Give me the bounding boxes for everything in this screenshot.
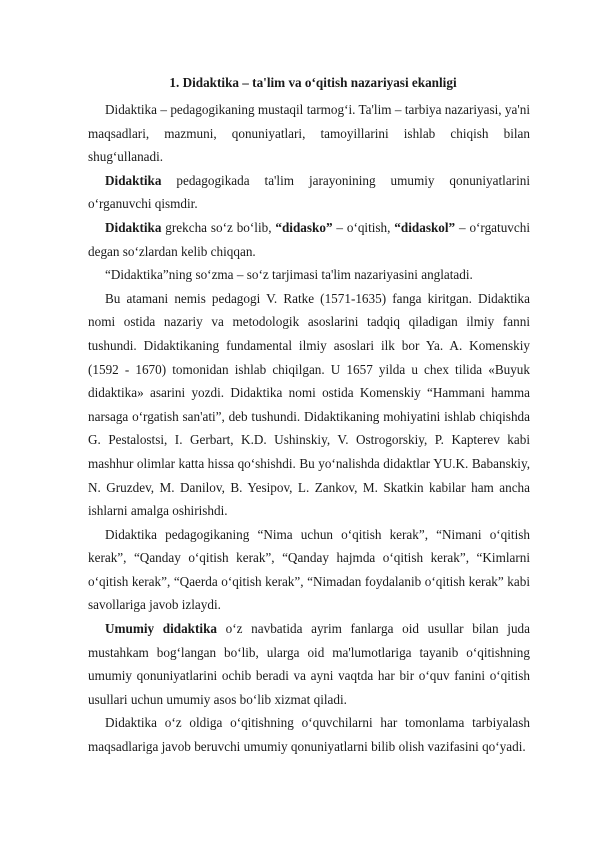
paragraph-3-text-2: – o‘qitish,: [332, 219, 395, 235]
paragraph-3-text-3: – o‘rgatuvchi degan so‘zlardan kelib chiqqan.: [88, 219, 530, 259]
paragraph-2: [88, 169, 530, 216]
term-umumiy-didaktika: Umumiy didaktika: [105, 621, 217, 637]
paragraph-1: Didaktika – pedagogikaning mustaqil tarmog‘i. Ta'lim – tarbiya nazariyasi, ya'ni maqsadlari, mazmuni, qonuniyatlari, tamoyillarini ishlab chiqish bilan shug‘ullanadi.: [88, 102, 530, 165]
term-didaskol: “didaskol”: [394, 219, 456, 235]
section-title: 1. Didaktika – ta'lim va o‘qitish nazariyasi ekanligi: [169, 75, 457, 90]
paragraph-7: [88, 617, 530, 711]
paragraph-3: [88, 216, 530, 263]
term-didaktika-2: Didaktika: [105, 219, 162, 235]
term-didasko: “didasko”: [275, 219, 333, 235]
paragraph-3-text-1: grekcha so‘z bo‘lib,: [161, 219, 276, 235]
paragraph-8: Didaktika o‘z oldiga o‘qitishning o‘quvchilarni har tomonlama tarbiyalash maqsadlariga javob beruvchi umumiy qonuniyatlarni bilib olish vazifasini qo‘yadi.: [88, 715, 530, 755]
paragraph-7-text: o‘z navbatida ayrim fanlarga oid usullar bilan juda mustahkam bog‘langan bo‘lib, ularga oid ma'lumotlariga tayanib o‘qitishning umumiy qonuniyatlarini ochib beradi va ayni vaqtda har bir o‘quv fanini o‘qitish usullari uchun umumiy asos bo‘lib xizmat qiladi.: [88, 621, 530, 707]
term-didaktika: Didaktika: [105, 172, 162, 188]
paragraph-2-text: pedagogikada ta'lim jarayonining umumiy qonuniyatlarini o‘rganuvchi qismdir.: [88, 172, 530, 212]
paragraph-6: Didaktika pedagogikaning “Nima uchun o‘qitish kerak”, “Nimani o‘qitish kerak”, “Qanday o‘qitish kerak”, “Qanday hajmda o‘qitish kerak”, “Kimlarni o‘qitish kerak”, “Qaerda o‘qitish kerak”, “Nimadan foydalanib o‘qitish kerak” kabi savollariga javob izlaydi.: [88, 526, 530, 613]
paragraph-5: Bu atamani nemis pedagogi V. Ratke (1571-1635) fanga kiritgan. Didaktika nomi ostida nazariy va metodologik asoslarini tadqiq qiladigan ilmiy fanni tushundi. Didaktikaning fundamental ilmiy asoslari ilk bor Ya. A. Komenskiy (1592 - 1670) tomonidan ishlab chiqilgan. U 1657 yilda u chex tilida «Buyuk didaktika» asarini yozdi. Didaktika nomi ostida Komenskiy “Hammani hamma narsaga o‘rgatish san'ati”, deb tushundi. Didaktikaning mohiyatini ishlab chiqishda G. Pestalostsi, I. Gerbart, K.D. Ushinskiy, V. Ostrogorskiy, P. Kapterev kabi mashhur olimlar katta hissa qo‘shishdi. Bu yo‘nalishda didaktlar YU.K. Babanskiy, N. Gruzdev, M. Danilov, B. Yesipov, L. Zankov, M. Skatkin kabilar ham ancha ishlarni amalga oshirishdi.: [88, 290, 530, 519]
paragraph-4: “Didaktika”ning so‘zma – so‘z tarjimasi ta'lim nazariyasini anglatadi.: [105, 267, 473, 283]
